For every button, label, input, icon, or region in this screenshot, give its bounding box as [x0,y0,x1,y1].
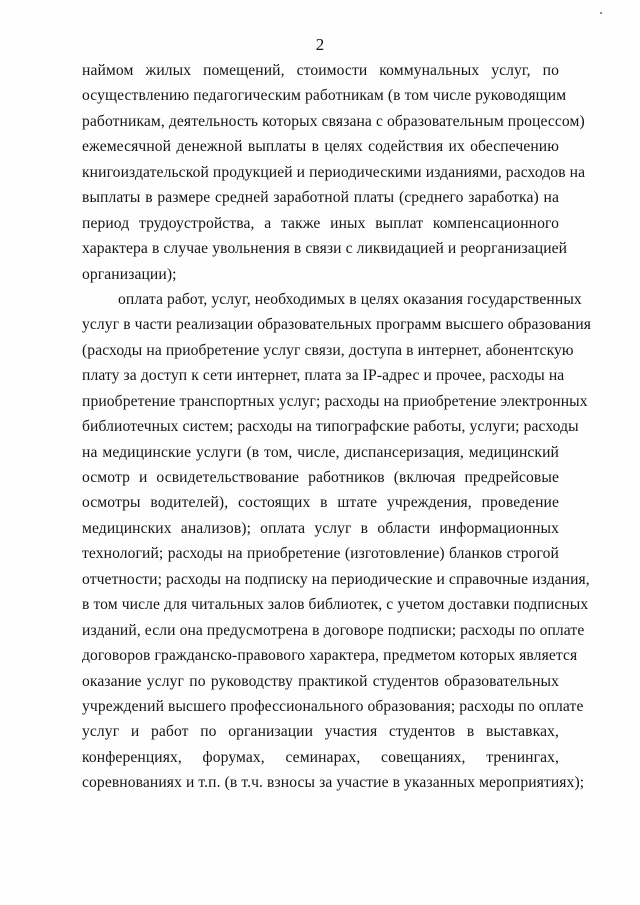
paragraph-2-line: отчетности; расходы на подписку на периодические и справочные издания, [82,570,590,588]
paragraph-2-line: договоров гражданско-правового характера, предметом которых является [82,647,578,665]
paragraph-2-line: услуг и работ по организации участия студентов в выставках, [82,723,559,741]
scan-speck [600,12,602,14]
paragraph-1-line: работникам, деятельность которых связана с образовательным процессом) [82,112,585,130]
paragraph-1 [82,58,586,287]
paragraph-2-line: услуг в части реализации образовательных программ высшего образования [82,316,592,334]
paragraph-2-line: оплата работ, услуг, необходимых в целях оказания государственных [118,290,582,308]
paragraph-2-line: изданий, если она предусмотрена в договоре подписки; расходы по оплате [82,621,585,639]
paragraph-2-line: (расходы на приобретение услуг связи, доступа в интернет, абонентскую [82,341,574,359]
document-body [82,58,592,796]
paragraph-2-line: осмотры водителей), состоящих в штате учреждения, проведение [82,494,559,512]
paragraph-1-line: ежемесячной денежной выплаты в целях содействия их обеспечению [82,138,559,156]
paragraph-2-line: оказание услуг по руководству практикой студентов образовательных [82,672,559,690]
paragraph-1-line: наймом жилых помещений, стоимости коммунальных услуг, по [82,62,559,79]
paragraph-2 [82,287,592,796]
paragraph-2-line: в том числе для читальных залов библиотек, с учетом доставки подписных [82,596,589,614]
paragraph-2-line: плату за доступ к сети интернет, плата за IP-адрес и прочее, расходы на [82,367,565,385]
paragraph-2-line: учреждений высшего профессионального образования; расходы по оплате [82,697,584,715]
paragraph-2-line: библиотечных систем; расходы на типографские работы, услуги; расходы [82,418,579,436]
paragraph-2-line: технологий; расходы на приобретение (изготовление) бланков строгой [82,545,559,563]
paragraph-1-line: книгоиздательской продукцией и периодическими изданиями, расходов на [82,163,586,181]
paragraph-2-line: соревнованиях и т.п. (в т.ч. взносы за участие в указанных мероприятиях); [82,774,585,792]
paragraph-1-line: характера в случае увольнения в связи с ликвидацией и реорганизацией [82,240,568,258]
paragraph-2-line: конференциях, форумах, семинарах, совещаниях, тренингах, [82,748,559,766]
paragraph-2-line: медицинских анализов); оплата услуг в области информационных [82,519,559,537]
paragraph-2-line: на медицинские услуги (в том, числе, диспансеризация, медицинский [82,443,559,461]
paragraph-2-line: осмотр и освидетельствование работников (включая предрейсовые [82,469,559,486]
paragraph-1-line: организации); [82,265,177,283]
paragraph-1-line: период трудоустройства, а также иных выплат компенсационного [82,214,559,232]
paragraph-2-line: приобретение транспортных услуг; расходы на приобретение электронных [82,392,588,410]
paragraph-1-line: выплаты в размере средней заработной платы (среднего заработка) на [82,189,559,207]
paragraph-1-line: осуществлению педагогическим работникам (в том числе руководящим [82,87,567,105]
page-number: 2 [315,35,325,54]
